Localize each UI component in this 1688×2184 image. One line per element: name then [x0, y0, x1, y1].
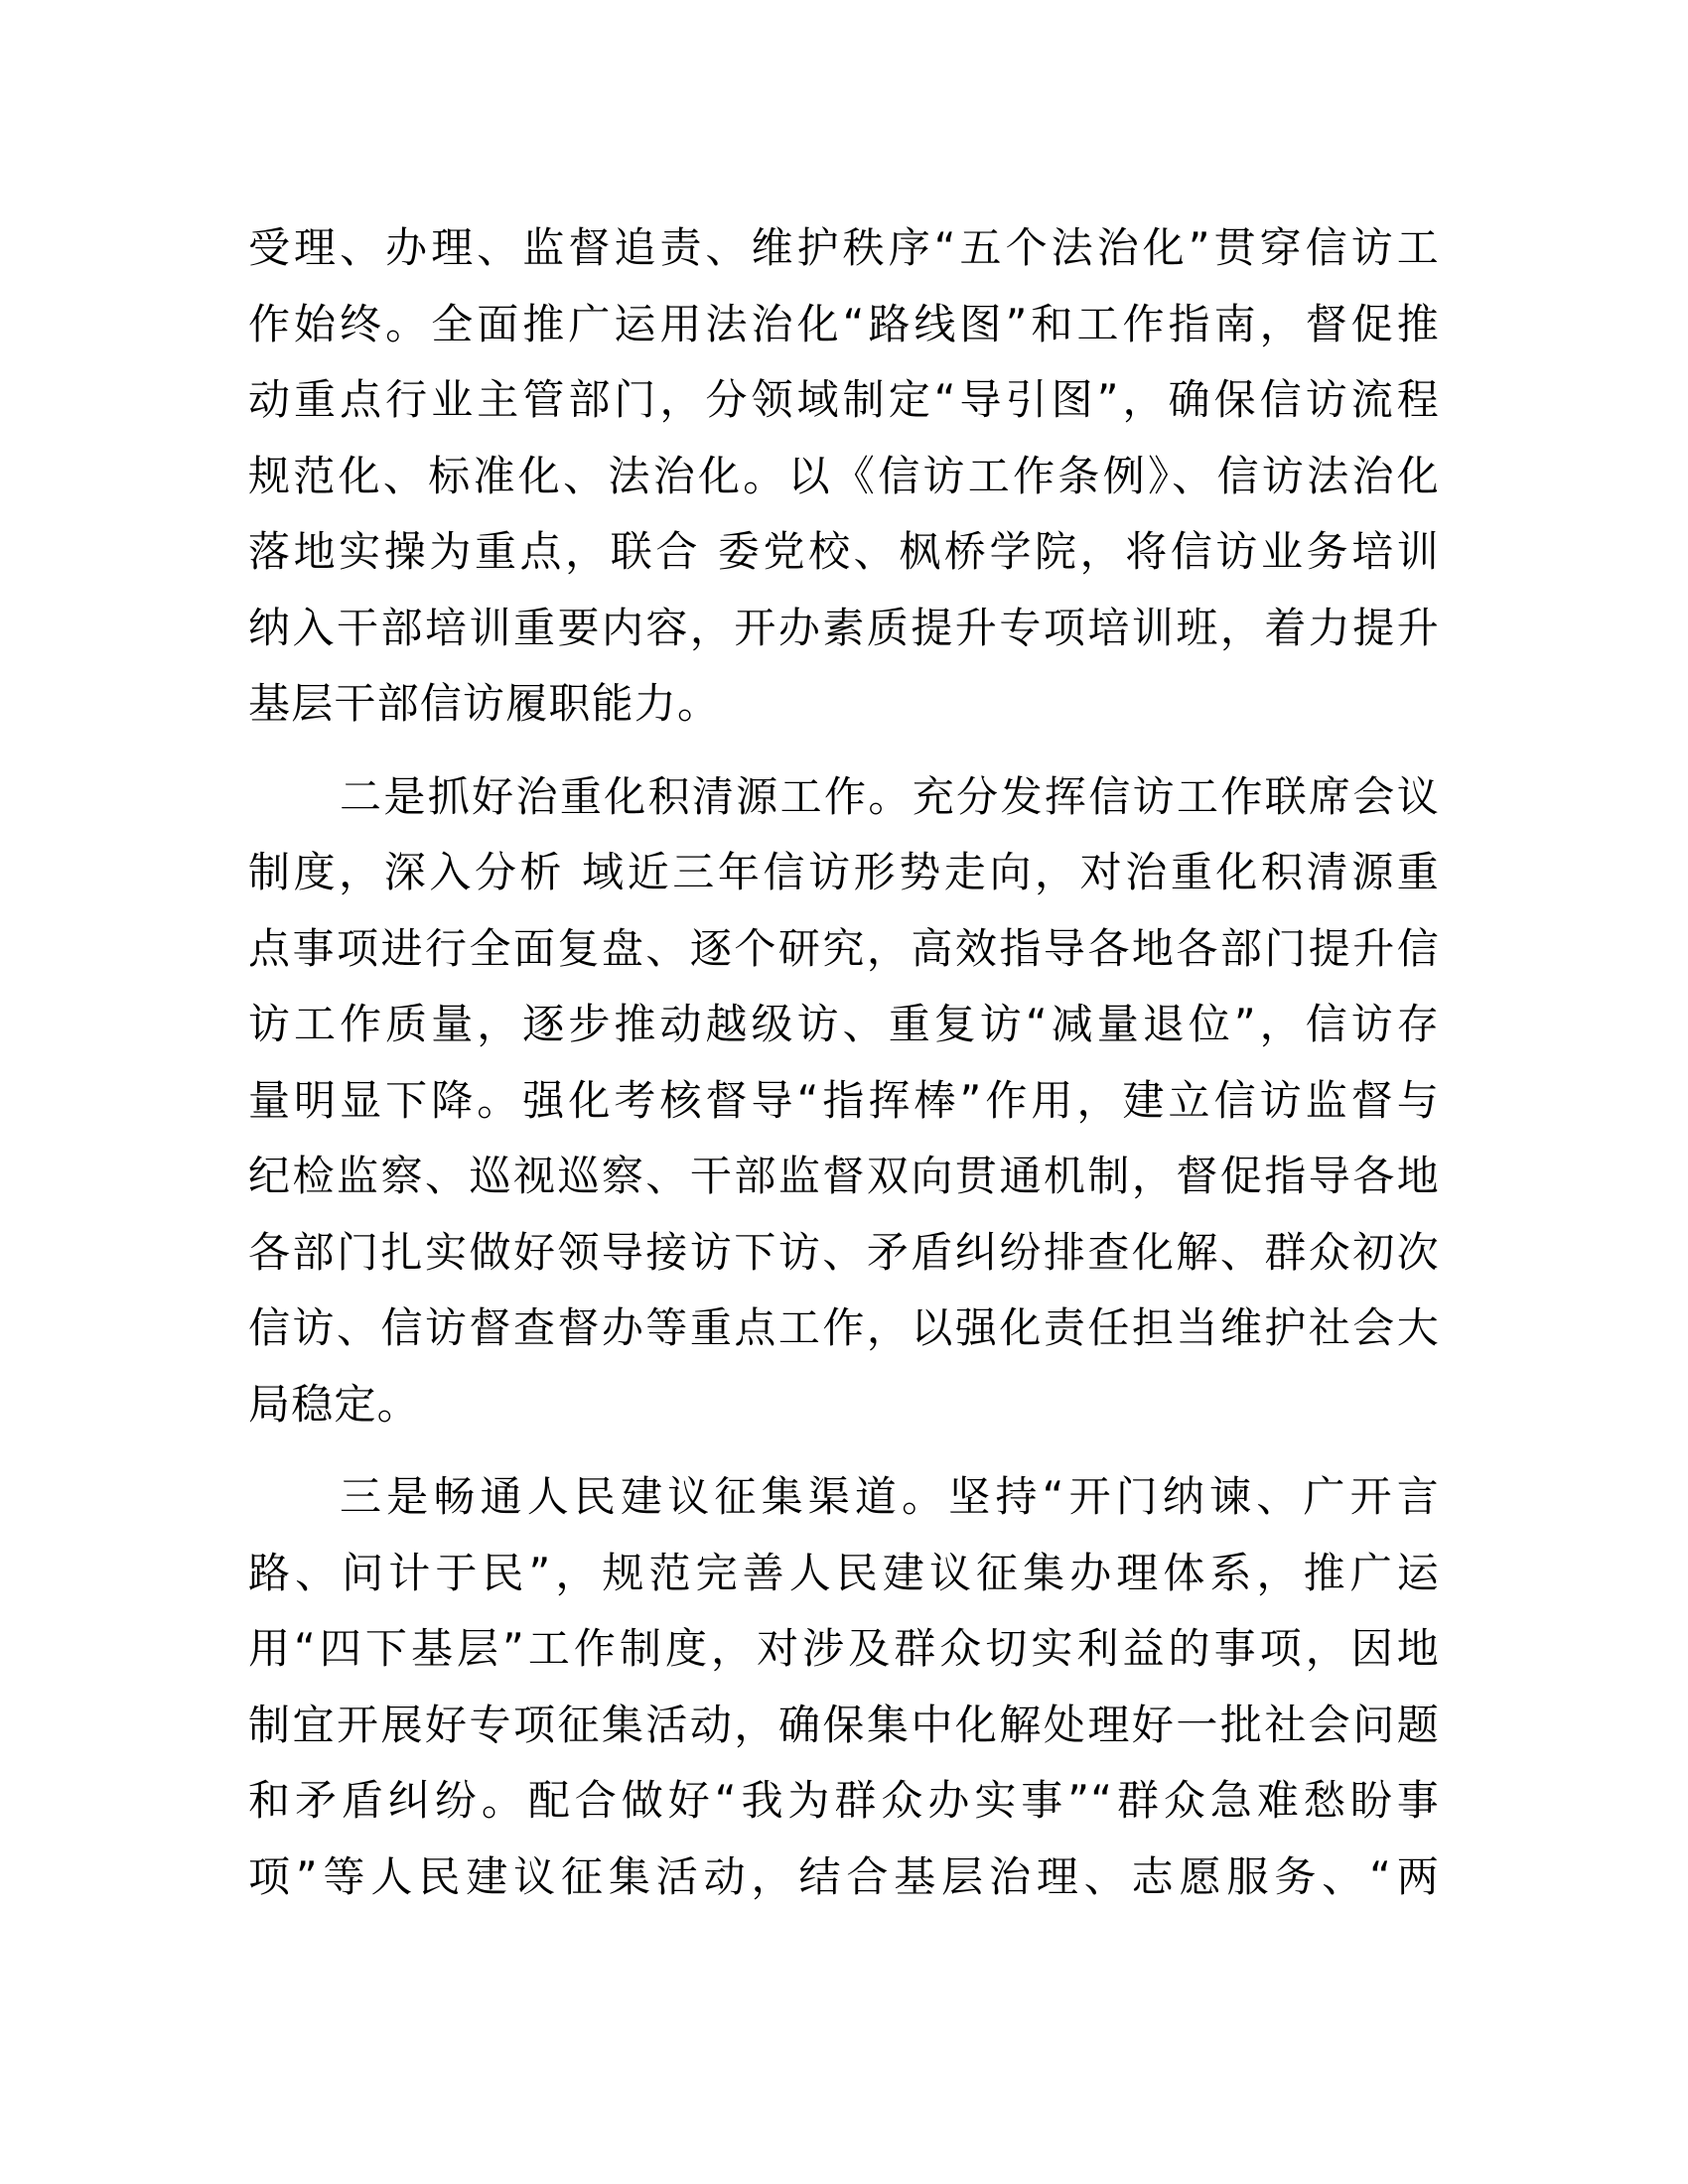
text-line: 量明显下降。强化考核督导“指挥棒”作用，建立信访监督与 — [248, 1075, 1440, 1125]
text-line: 各部门扎实做好领导接访下访、矛盾纠纷排查化解、群众初次 — [248, 1227, 1440, 1277]
body-text — [248, 210, 1440, 1932]
text-line: 受理、办理、监督追责、维护秩序“五个法治化”贯穿信访工 — [248, 223, 1440, 272]
text-line: 落地实操为重点，联合 委党校、枫桥学院，将信访业务培训 — [248, 527, 1440, 576]
text-line-indented: 二是抓好治重化积清源工作。充分发挥信访工作联席会议 — [340, 771, 1440, 821]
text-line: 纳入干部培训重要内容，开办素质提升专项培训班，着力提升 — [248, 603, 1440, 652]
text-line: 制宜开展好专项征集活动，确保集中化解处理好一批社会问题 — [248, 1700, 1440, 1749]
text-line: 制度，深入分析 域近三年信访形势走向，对治重化积清源重 — [248, 848, 1440, 896]
text-line: 局稳定。 — [248, 1379, 420, 1429]
paragraph-2-backlog-cleanup — [248, 759, 1440, 1443]
text-line: 规范化、标准化、法治化。以《信访工作条例》、信访法治化 — [248, 451, 1440, 500]
text-line: 点事项进行全面复盘、逐个研究，高效指导各地各部门提升信 — [248, 923, 1440, 973]
text-line: 动重点行业主管部门，分领域制定“导引图”，确保信访流程 — [248, 375, 1440, 424]
text-line: 纪检监察、巡视巡察、干部监督双向贯通机制，督促指导各地 — [248, 1152, 1440, 1200]
text-line: 访工作质量，逐步推动越级访、重复访“减量退位”，信访存 — [248, 1000, 1440, 1048]
paragraph-3-suggestion-channels — [248, 1459, 1440, 1915]
paragraph-1-legalization — [248, 210, 1440, 743]
text-line: 项”等人民建议征集活动，结合基层治理、志愿服务、“两 — [248, 1851, 1440, 1901]
text-line: 作始终。全面推广运用法治化“路线图”和工作指南，督促推 — [248, 299, 1440, 348]
text-line: 信访、信访督查督办等重点工作，以强化责任担当维护社会大 — [248, 1303, 1440, 1352]
text-line-indented: 三是畅通人民建议征集渠道。坚持“开门纳谏、广开言 — [340, 1472, 1440, 1521]
text-line: 基层干部信访履职能力。 — [248, 679, 721, 728]
text-line: 路、问计于民”，规范完善人民建议征集办理体系，推广运 — [248, 1548, 1440, 1597]
text-line: 和矛盾纠纷。配合做好“我为群众办实事”“群众急难愁盼事 — [248, 1776, 1440, 1825]
text-line: 用“四下基层”工作制度，对涉及群众切实利益的事项，因地 — [248, 1624, 1440, 1673]
